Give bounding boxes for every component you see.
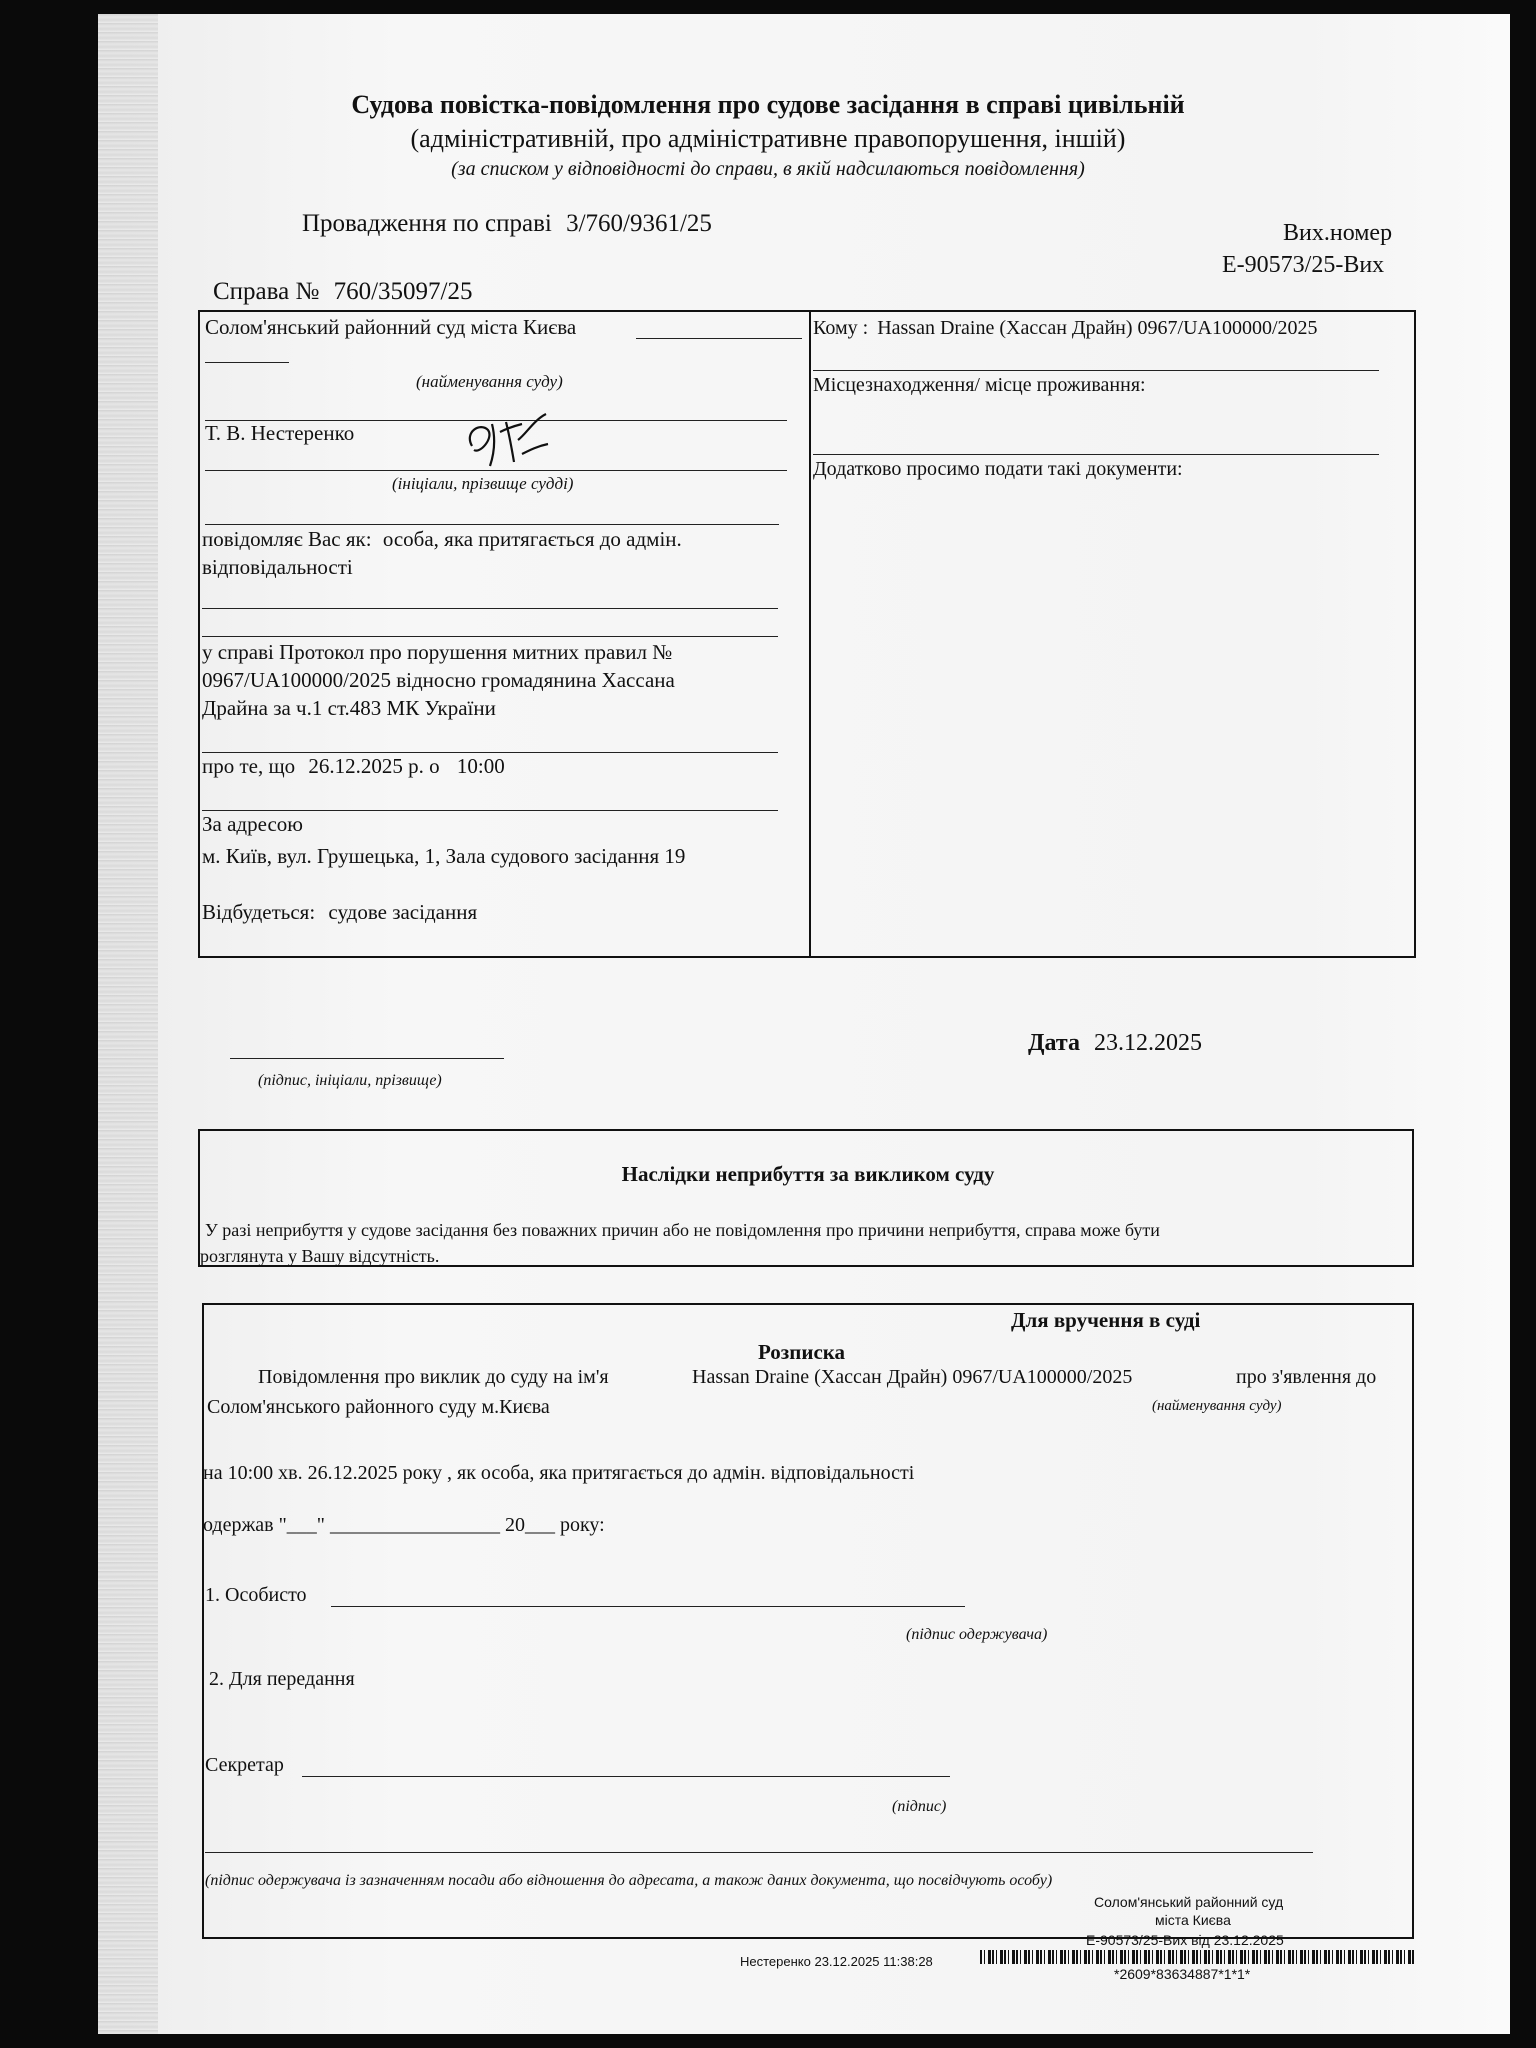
stamp-outgoing-ref: Е-90573/25-Вих від 23.12.2025: [1086, 1932, 1284, 1948]
signature-caption: (підпис, ініціали, прізвище): [258, 1072, 442, 1089]
judge-name: Т. В. Нестеренко: [205, 421, 355, 445]
judge-divider: [205, 524, 779, 525]
secretary-sign-caption: (підпис): [892, 1798, 947, 1815]
event-label: Відбудеться:: [202, 900, 316, 924]
case-text-line1: у справі Протокол про порушення митних правил №: [202, 640, 673, 664]
receipt-time-line: на 10:00 хв. 26.12.2025 року , як особа, яка притягається до адмін. відповідальності: [203, 1462, 915, 1484]
proceeding-line: [302, 210, 712, 238]
notifies-line: [202, 527, 682, 552]
event-value: судове засідання: [328, 900, 478, 924]
document-subtitle-note: (за списком у відповідності до справи, в якій надсилаються повідомлення): [451, 158, 1085, 180]
documents-label: Додатково просимо подати такі документи:: [813, 458, 1183, 480]
receipt-bottom-line: [205, 1852, 1313, 1853]
event-line: [202, 900, 477, 925]
address-label: За адресою: [202, 812, 303, 836]
case-label: Справа №: [213, 278, 320, 305]
notifies-role-cont: відповідальності: [202, 555, 353, 579]
receipt-notice-prefix: Повідомлення про виклик до суду на ім'я: [258, 1366, 609, 1388]
recipient-sign-caption: (підпис одержувача): [906, 1626, 1048, 1643]
date-value: 23.12.2025: [1093, 1030, 1202, 1056]
about-label: про те, що: [202, 754, 296, 778]
document-title: Судова повістка-повідомлення про судове засідання в справі цивільній: [351, 90, 1185, 119]
barcode-text: *2609*83634887*1*1*: [1114, 1966, 1251, 1982]
signature-line: [230, 1058, 504, 1059]
court-name-caption: (найменування суду): [416, 372, 563, 391]
case-number: 760/35097/25: [333, 278, 473, 305]
summons-box-divider: [809, 310, 811, 958]
judge-underline: [205, 470, 787, 471]
notifies-divider-2: [202, 636, 778, 637]
date-label: Дата: [1028, 1030, 1080, 1056]
recipient-value: Hassan Draine (Хассан Драйн) 0967/UA100000/2025: [877, 317, 1318, 339]
date-line: [1028, 1030, 1202, 1057]
document-subtitle: (адміністративній, про адміністративне правопорушення, іншій): [410, 124, 1126, 153]
outgoing-label: Вих.номер: [1283, 220, 1393, 246]
document-barcode: [980, 1950, 1414, 1964]
case-number-line: [213, 278, 472, 306]
stamp-signed-by: Нестеренко 23.12.2025 11:38:28: [740, 1954, 933, 1969]
case-text-line3: Драйна за ч.1 ст.483 МК України: [202, 696, 496, 720]
transfer-label: 2. Для передання: [209, 1668, 355, 1690]
court-name-underline: [636, 338, 802, 339]
recipient-label: Кому :: [813, 317, 869, 339]
stamp-court-line1: Солом'янський районний суд: [1094, 1894, 1284, 1910]
receipt-notice-name: Hassan Draine (Хассан Драйн) 0967/UA100000/2025: [692, 1366, 1133, 1388]
receipt-footer-caption: (підпис одержувача із зазначенням посади або відношення до адресата, а також даних документа, що посвідчують особу): [205, 1872, 1053, 1889]
about-date: 26.12.2025 р. о: [308, 754, 440, 778]
scan-edge-strip: [98, 14, 158, 2034]
stamp-court-line2: міста Києва: [1155, 1912, 1231, 1928]
outgoing-number: Е-90573/25-Вих: [1222, 252, 1385, 278]
consequences-text-line2: розглянута у Вашу відсутність.: [200, 1246, 440, 1266]
notifies-role: особа, яка притягається до адмін.: [382, 527, 682, 551]
personally-label: 1. Особисто: [205, 1584, 307, 1606]
receipt-title: Розписка: [758, 1340, 846, 1364]
about-divider: [202, 810, 778, 811]
about-line: [202, 754, 505, 779]
secretary-signature-line: [302, 1776, 950, 1777]
address-value: м. Київ, вул. Грушецька, 1, Зала судового засідання 19: [202, 844, 686, 868]
proceeding-label: Провадження по справі: [302, 210, 552, 237]
case-text-line2: 0967/UA100000/2025 відносно громадянина Хассана: [202, 668, 675, 692]
court-name: Солом'янський районний суд міста Києва: [205, 315, 577, 339]
notifies-divider: [202, 608, 778, 609]
for-court-label: Для вручення в суді: [1011, 1308, 1201, 1332]
secretary-label: Секретар: [205, 1754, 284, 1776]
receipt-notice-suffix: про з'явлення до: [1236, 1366, 1377, 1388]
about-time: 10:00: [456, 754, 505, 778]
location-underline: [813, 454, 1379, 455]
location-label: Місцезнаходження/ місце проживання:: [813, 374, 1146, 396]
recipient-line: [813, 317, 1318, 340]
proceeding-number: 3/760/9361/25: [566, 210, 712, 237]
personally-signature-line: [331, 1606, 965, 1607]
consequences-title: Наслідки неприбуття за викликом суду: [621, 1162, 995, 1186]
receipt-received-line: одержав "___" _________________ 20___ року:: [203, 1514, 605, 1536]
case-text-divider: [202, 752, 778, 753]
receipt-court-name: Солом'янського районного суду м.Києва: [207, 1396, 550, 1418]
recipient-underline: [813, 370, 1379, 371]
consequences-text-line1: У разі неприбуття у судове засідання без поважних причин або не повідомлення про причини неприбуття, справа може бути: [205, 1220, 1160, 1240]
judge-caption: (ініціали, прізвище судді): [392, 474, 574, 493]
judge-signature: [462, 410, 552, 472]
receipt-court-caption: (найменування суду): [1152, 1398, 1282, 1414]
notifies-label: повідомляє Вас як:: [202, 527, 372, 551]
court-name-underline-2: [205, 362, 289, 363]
